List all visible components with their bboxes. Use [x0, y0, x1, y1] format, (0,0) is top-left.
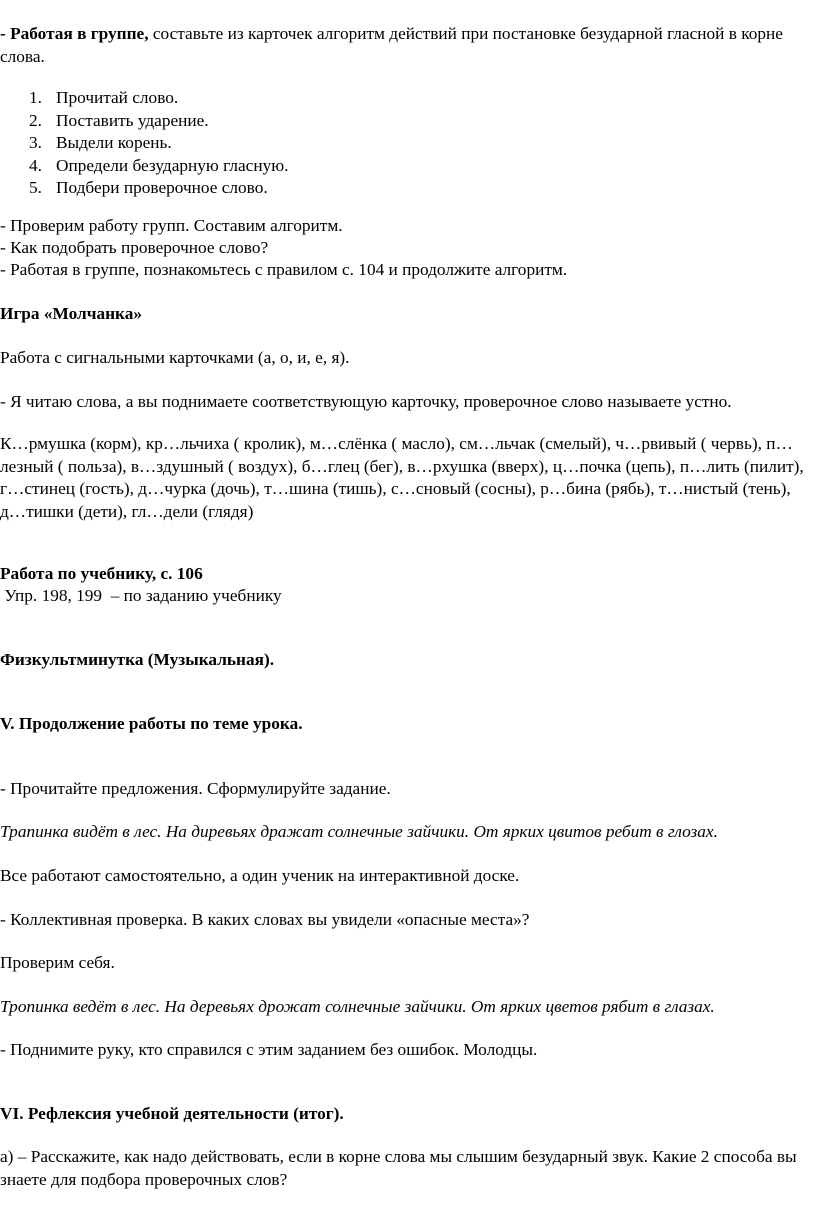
section6-title: VI. Рефлексия учебной деятельности (итог).: [0, 1104, 344, 1123]
section5-check-self: Проверим себя.: [0, 953, 115, 972]
list-item: 5. Подбери проверочное слово.: [29, 178, 268, 197]
game-title: Игра «Молчанка»: [0, 304, 143, 323]
section5-read: - Прочитайте предложения. Сформулируйте задание.: [0, 779, 391, 798]
game-cards: Работа с сигнальными карточками (а, о, и, е, я).: [0, 348, 350, 367]
correct-text: Тропинка ведёт в лес. На деревьях дрожат солнечные зайчики. От ярких цветов рябит в глазах.: [0, 997, 715, 1016]
section5-title: V. Продолжение работы по теме урока.: [0, 714, 303, 733]
section5-raise-hand: - Поднимите руку, кто справился с этим заданием без ошибок. Молодцы.: [0, 1040, 538, 1059]
textbook-task: Упр. 198, 199 – по заданию учебнику: [0, 586, 282, 605]
list-item: 2. Поставить ударение.: [29, 110, 209, 130]
list-item: 4. Определи безударную гласную.: [29, 155, 289, 175]
textbook-title: Работа по учебнику, с. 106: [0, 564, 203, 583]
check-line: - Работая в группе, познакомьтесь с правилом с. 104 и продолжите алгоритм.: [0, 260, 568, 279]
game-instruction: - Я читаю слова, а вы поднимаете соответствующую карточку, проверочное слово называете устно.: [0, 392, 732, 411]
intro-text: составьте из карточек алгоритм действий при постановке безударной гласной в корне слова.: [0, 24, 783, 66]
wrong-text: Трапинка видёт в лес. На диревьях дражат солнечные зайчики. От ярких цвитов ребит в глозах.: [0, 822, 718, 841]
fizminutka-title: Физкультминутка (Музыкальная).: [0, 650, 275, 669]
list-item: 3. Выдели корень.: [29, 133, 172, 152]
section6-question: а) – Расскажите, как надо действовать, если в корне слова мы слышим безударный звук. Какие 2 способа вы знаете для подбора проверочных слов?: [0, 1147, 797, 1189]
check-line: - Как подобрать проверочное слово?: [0, 238, 269, 257]
algorithm-list: [0, 87, 808, 200]
game-words: К…рмушка (корм), кр…льчиха ( кролик), м…слёнка ( масло), см…льчак (смелый), ч…рвивый ( червь), п…лезный ( польза), в…здушный ( воздух), б…глец (бег), в…рхушка (вверх), ц…почка (цепь), п…лить (пилит), г…стинец (гость), д…чурка (дочь), т…шина (тишь), с…сновый (сосны), р…бина (рябь), т…нистый (тень), д…тишки (дети), гл…дели (глядя): [0, 434, 804, 521]
intro-lead: - Работая в группе,: [0, 24, 149, 43]
check-line: - Проверим работу групп. Составим алгоритм.: [0, 216, 343, 235]
list-item: 1. Прочитай слово.: [29, 88, 179, 107]
section5-collective: - Коллективная проверка. В каких словах вы увидели «опасные места»?: [0, 910, 530, 929]
intro-paragraph: [0, 23, 808, 68]
section5-work: Все работают самостоятельно, а один ученик на интерактивной доске.: [0, 866, 520, 885]
